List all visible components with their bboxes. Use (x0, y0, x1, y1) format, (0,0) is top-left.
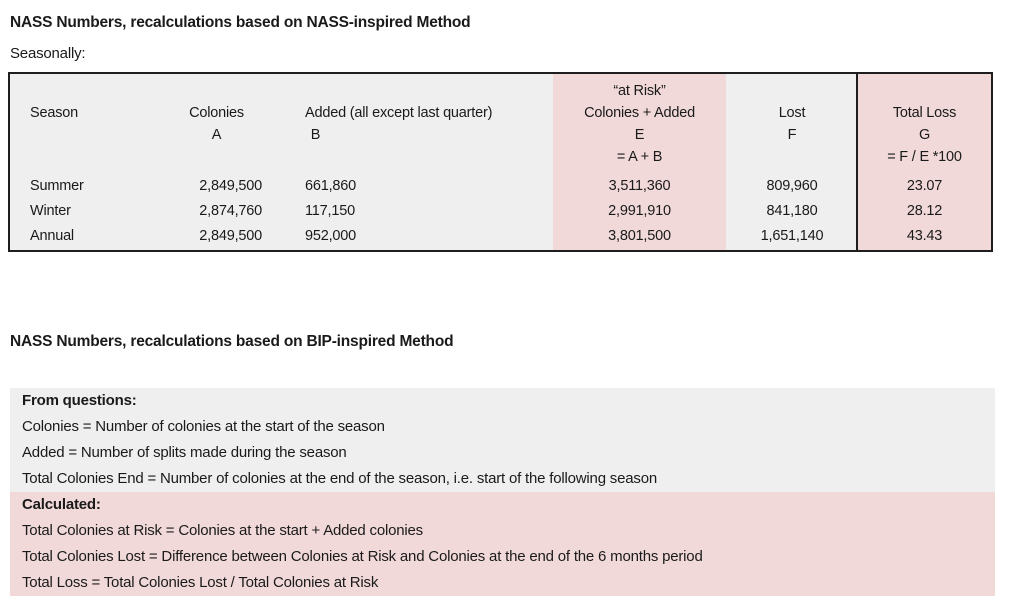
from-questions-heading: From questions: (22, 392, 137, 409)
definition-line: Total Colonies End = Number of colonies at the end of the season, i.e. start of the following season (22, 470, 657, 487)
definition-line: Total Colonies at Risk = Colonies at the start + Added colonies (22, 522, 423, 539)
header-line: Colonies + Added (584, 105, 695, 121)
bip-method-title: NASS Numbers, recalculations based on BIP-inspired Method (10, 333, 454, 350)
from-questions-section (10, 388, 995, 492)
cell-lost: 841,180 (766, 203, 818, 219)
header-line: G (918, 127, 931, 143)
table-header-cell-added (273, 74, 553, 174)
header-line: = F / E *100 (887, 149, 962, 165)
cell-lost: 1,651,140 (760, 228, 824, 244)
table-grid (10, 74, 991, 249)
seasonal-loss-table (8, 72, 993, 252)
header-line: Lost (778, 105, 806, 121)
table-header-cell-lost (726, 74, 858, 174)
header-line (10, 124, 160, 146)
header-line: A (211, 127, 222, 143)
cell-season: Summer (30, 178, 84, 194)
cell-colonies: 2,874,760 (199, 203, 262, 219)
header-line: E (634, 127, 645, 143)
cell-total-loss: 28.12 (906, 203, 943, 219)
definition-line: Total Loss = Total Colonies Lost / Total Colonies at Risk (22, 574, 379, 591)
header-line (10, 80, 160, 102)
table-header-cell-total-loss (858, 74, 991, 174)
header-line (858, 80, 991, 102)
cell-added: 661,860 (305, 178, 357, 194)
cell-total-loss: 43.43 (906, 228, 943, 244)
definitions-block (10, 388, 995, 596)
header-line: Total Loss (892, 105, 957, 121)
calculated-heading: Calculated: (22, 496, 101, 513)
cell-lost: 809,960 (766, 178, 818, 194)
header-line (160, 146, 273, 168)
header-line (273, 80, 553, 102)
cell-added: 117,150 (305, 203, 355, 219)
cell-season: Winter (30, 203, 71, 219)
definition-line: Colonies = Number of colonies at the start of the season (22, 418, 385, 435)
cell-at-risk: 3,511,360 (608, 178, 671, 194)
seasonally-subtitle: Seasonally: (10, 45, 86, 62)
definition-line: Added = Number of splits made during the season (22, 444, 347, 461)
header-line: “at Risk” (613, 83, 666, 99)
cell-at-risk: 3,801,500 (608, 228, 671, 244)
header-line (160, 80, 273, 102)
header-line: Colonies (189, 105, 244, 121)
header-line (273, 146, 553, 168)
header-line: = A + B (616, 149, 663, 165)
cell-colonies: 2,849,500 (199, 228, 262, 244)
header-line: F (787, 127, 797, 143)
header-line: Season (30, 105, 78, 121)
header-line (10, 146, 160, 168)
table-header-cell-season (10, 74, 160, 174)
table-header-cell-colonies (160, 74, 273, 174)
cell-season: Annual (30, 228, 74, 244)
nass-method-title: NASS Numbers, recalculations based on NASS-inspired Method (10, 14, 471, 31)
header-line: B (310, 127, 321, 143)
calculated-section (10, 492, 995, 596)
header-line (726, 146, 858, 168)
header-line (726, 80, 858, 102)
definition-line: Total Colonies Lost = Difference between Colonies at Risk and Colonies at the end of the 6 months period (22, 548, 703, 565)
cell-colonies: 2,849,500 (199, 178, 262, 194)
cell-added: 952,000 (305, 228, 357, 244)
table-header-cell-at-risk (553, 74, 726, 174)
cell-total-loss: 23.07 (906, 178, 943, 194)
cell-at-risk: 2,991,910 (608, 203, 671, 219)
header-line: Added (all except last quarter) (305, 105, 493, 121)
